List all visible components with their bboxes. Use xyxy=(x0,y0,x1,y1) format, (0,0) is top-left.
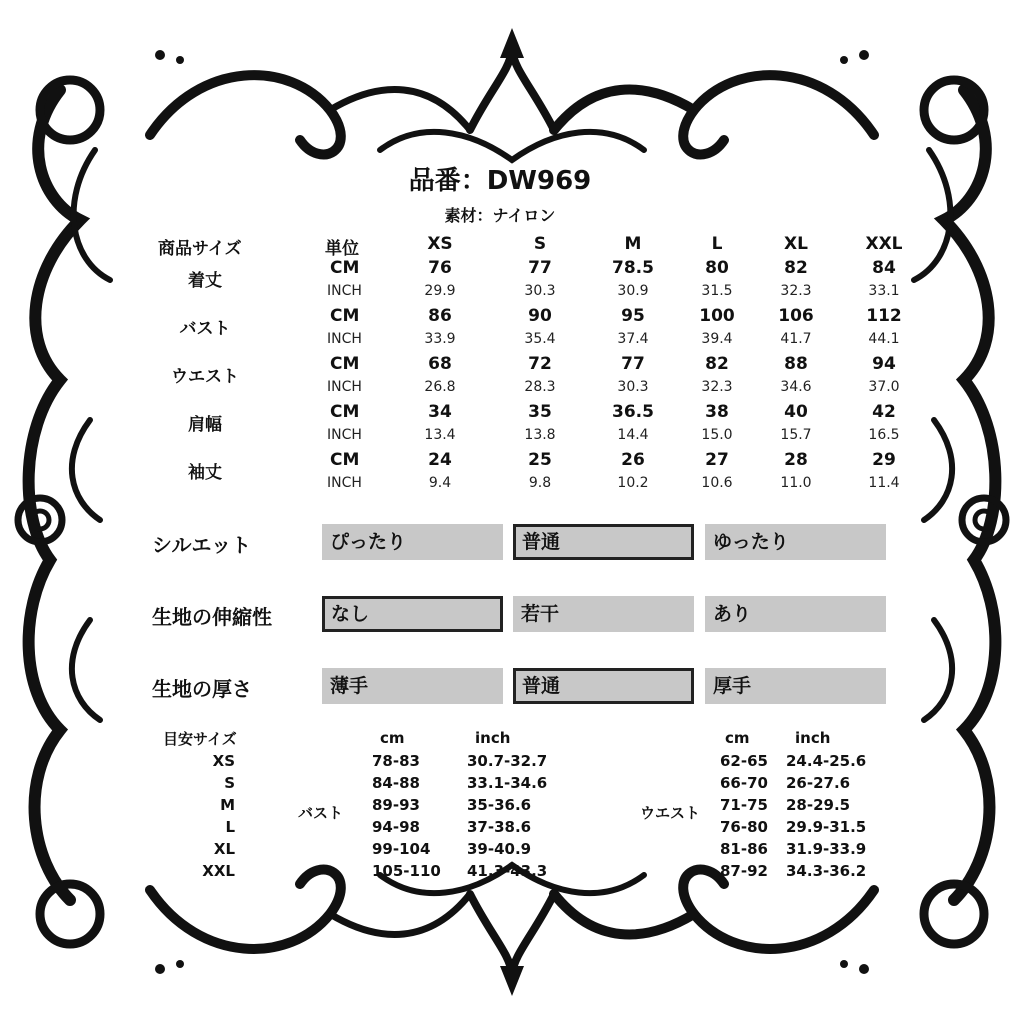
guide-size: XL xyxy=(213,840,235,858)
guide-bust-inch: 37-38.6 xyxy=(467,818,532,836)
unit-cm: CM xyxy=(330,306,360,326)
cm-value: 29 xyxy=(872,450,896,470)
cm-value: 88 xyxy=(784,354,808,374)
unit-cm: CM xyxy=(330,402,360,422)
cm-value: 36.5 xyxy=(612,402,654,422)
guide-waist-cm: 62-65 xyxy=(720,752,768,770)
inch-value: 32.3 xyxy=(701,379,733,395)
size-header-xs: XS xyxy=(427,234,453,254)
inch-value: 26.8 xyxy=(424,379,456,395)
feature-option-selected: なし xyxy=(322,596,503,632)
cm-value: 77 xyxy=(621,354,645,374)
guide-bust-cm: 94-98 xyxy=(372,818,420,836)
inch-value: 32.3 xyxy=(780,283,812,299)
cm-value: 82 xyxy=(705,354,729,374)
guide-bust-cm-header: cm xyxy=(380,729,405,747)
inch-value: 41.7 xyxy=(780,331,812,347)
cm-value: 35 xyxy=(528,402,552,422)
cm-value: 76 xyxy=(428,258,452,278)
guide-waist-cm: 76-80 xyxy=(720,818,768,836)
guide-bust-label: バスト xyxy=(298,804,344,822)
cm-value: 42 xyxy=(872,402,896,422)
material-label: 素材：ナイロン xyxy=(444,206,556,225)
size-header-xl: XL xyxy=(784,234,808,254)
corner-label: 商品サイズ xyxy=(158,239,242,259)
inch-value: 29.9 xyxy=(424,283,456,299)
feature-label: 生地の伸縮性 xyxy=(152,605,272,629)
feature-option: ぴったり xyxy=(322,524,503,560)
guide-waist-inch-header: inch xyxy=(795,729,831,747)
cm-value: 95 xyxy=(621,306,645,326)
cm-value: 26 xyxy=(621,450,645,470)
guide-waist-cm-header: cm xyxy=(725,729,750,747)
inch-value: 10.6 xyxy=(701,475,733,491)
feature-label: 生地の厚さ xyxy=(152,677,252,701)
cm-value: 25 xyxy=(528,450,552,470)
guide-waist-cm: 71-75 xyxy=(720,796,768,814)
unit-cm: CM xyxy=(330,258,360,278)
unit-cm: CM xyxy=(330,354,360,374)
unit-inch: INCH xyxy=(327,379,362,395)
product-code-title: 品番：DW969 xyxy=(408,166,592,196)
inch-value: 16.5 xyxy=(868,427,900,443)
inch-value: 31.5 xyxy=(701,283,733,299)
cm-value: 78.5 xyxy=(612,258,654,278)
inch-value: 15.0 xyxy=(701,427,733,443)
inch-value: 11.4 xyxy=(868,475,900,491)
size-header-xxl: XXL xyxy=(865,234,903,254)
guide-waist-label: ウエスト xyxy=(640,804,701,822)
guide-bust-cm: 78-83 xyxy=(372,752,420,770)
feature-option: 薄手 xyxy=(322,668,503,704)
guide-size: M xyxy=(220,796,235,814)
feature-option: ゆったり xyxy=(705,524,886,560)
unit-cm: CM xyxy=(330,450,360,470)
inch-value: 15.7 xyxy=(780,427,812,443)
guide-waist-inch: 29.9-31.5 xyxy=(786,818,867,836)
cm-value: 38 xyxy=(705,402,729,422)
inch-value: 35.4 xyxy=(524,331,556,347)
cm-value: 84 xyxy=(872,258,896,278)
guide-title: 目安サイズ xyxy=(163,730,237,748)
cm-value: 28 xyxy=(784,450,808,470)
cm-value: 100 xyxy=(699,306,735,326)
inch-value: 9.8 xyxy=(528,475,552,491)
guide-waist-cm: 81-86 xyxy=(720,840,768,858)
size-header-m: M xyxy=(624,234,642,254)
cm-value: 106 xyxy=(778,306,814,326)
inch-value: 37.0 xyxy=(868,379,900,395)
guide-waist-inch: 31.9-33.9 xyxy=(786,840,867,858)
guide-waist-inch: 28-29.5 xyxy=(786,796,851,814)
guide-size: XXL xyxy=(202,862,235,880)
guide-waist-inch: 24.4-25.6 xyxy=(786,752,867,770)
unit-inch: INCH xyxy=(327,475,362,491)
inch-value: 28.3 xyxy=(524,379,556,395)
inch-value: 30.9 xyxy=(617,283,649,299)
inch-value: 10.2 xyxy=(617,475,649,491)
inch-value: 14.4 xyxy=(617,427,649,443)
guide-bust-cm: 99-104 xyxy=(372,840,431,858)
guide-bust-inch: 35-36.6 xyxy=(467,796,532,814)
feature-option: 厚手 xyxy=(705,668,886,704)
guide-size: XS xyxy=(212,752,235,770)
guide-bust-cm: 89-93 xyxy=(372,796,420,814)
feature-option-selected: 普通 xyxy=(513,668,694,704)
feature-option: 若干 xyxy=(513,596,694,632)
guide-bust-inch: 39-40.9 xyxy=(467,840,532,858)
cm-value: 68 xyxy=(428,354,452,374)
feature-label: シルエット xyxy=(152,533,252,557)
guide-size: S xyxy=(224,774,235,792)
unit-inch: INCH xyxy=(327,283,362,299)
inch-value: 13.8 xyxy=(524,427,556,443)
cm-value: 24 xyxy=(428,450,452,470)
inch-value: 33.1 xyxy=(868,283,900,299)
inch-value: 13.4 xyxy=(424,427,456,443)
feature-option: あり xyxy=(705,596,886,632)
row-label: ウエスト xyxy=(171,367,239,387)
cm-value: 80 xyxy=(705,258,729,278)
inch-value: 37.4 xyxy=(617,331,649,347)
cm-value: 90 xyxy=(528,306,552,326)
size-header-l: L xyxy=(711,234,723,254)
cm-value: 82 xyxy=(784,258,808,278)
guide-bust-inch: 41.3-43.3 xyxy=(467,862,548,880)
guide-bust-cm: 105-110 xyxy=(372,862,441,880)
inch-value: 34.6 xyxy=(780,379,812,395)
inch-value: 44.1 xyxy=(868,331,900,347)
cm-value: 77 xyxy=(528,258,552,278)
cm-value: 27 xyxy=(705,450,729,470)
guide-waist-inch: 26-27.6 xyxy=(786,774,851,792)
cm-value: 112 xyxy=(866,306,902,326)
guide-waist-cm: 87-92 xyxy=(720,862,768,880)
inch-value: 9.4 xyxy=(428,475,452,491)
guide-waist-cm: 66-70 xyxy=(720,774,768,792)
row-label: 着丈 xyxy=(188,271,222,291)
guide-bust-inch: 33.1-34.6 xyxy=(467,774,548,792)
guide-waist-inch: 34.3-36.2 xyxy=(786,862,867,880)
cm-value: 40 xyxy=(784,402,808,422)
size-header-s: S xyxy=(533,234,547,254)
cm-value: 86 xyxy=(428,306,452,326)
feature-option-selected: 普通 xyxy=(513,524,694,560)
guide-bust-inch-header: inch xyxy=(475,729,511,747)
cm-value: 94 xyxy=(872,354,896,374)
row-label: 袖丈 xyxy=(188,463,222,483)
cm-value: 72 xyxy=(528,354,552,374)
inch-value: 11.0 xyxy=(780,475,812,491)
guide-bust-cm: 84-88 xyxy=(372,774,420,792)
inch-value: 30.3 xyxy=(524,283,556,299)
inch-value: 33.9 xyxy=(424,331,456,347)
unit-header: 単位 xyxy=(325,239,359,259)
unit-inch: INCH xyxy=(327,331,362,347)
row-label: バスト xyxy=(179,319,231,339)
guide-bust-inch: 30.7-32.7 xyxy=(467,752,548,770)
inch-value: 30.3 xyxy=(617,379,649,395)
guide-size: L xyxy=(225,818,235,836)
unit-inch: INCH xyxy=(327,427,362,443)
inch-value: 39.4 xyxy=(701,331,733,347)
row-label: 肩幅 xyxy=(188,415,222,435)
cm-value: 34 xyxy=(428,402,452,422)
